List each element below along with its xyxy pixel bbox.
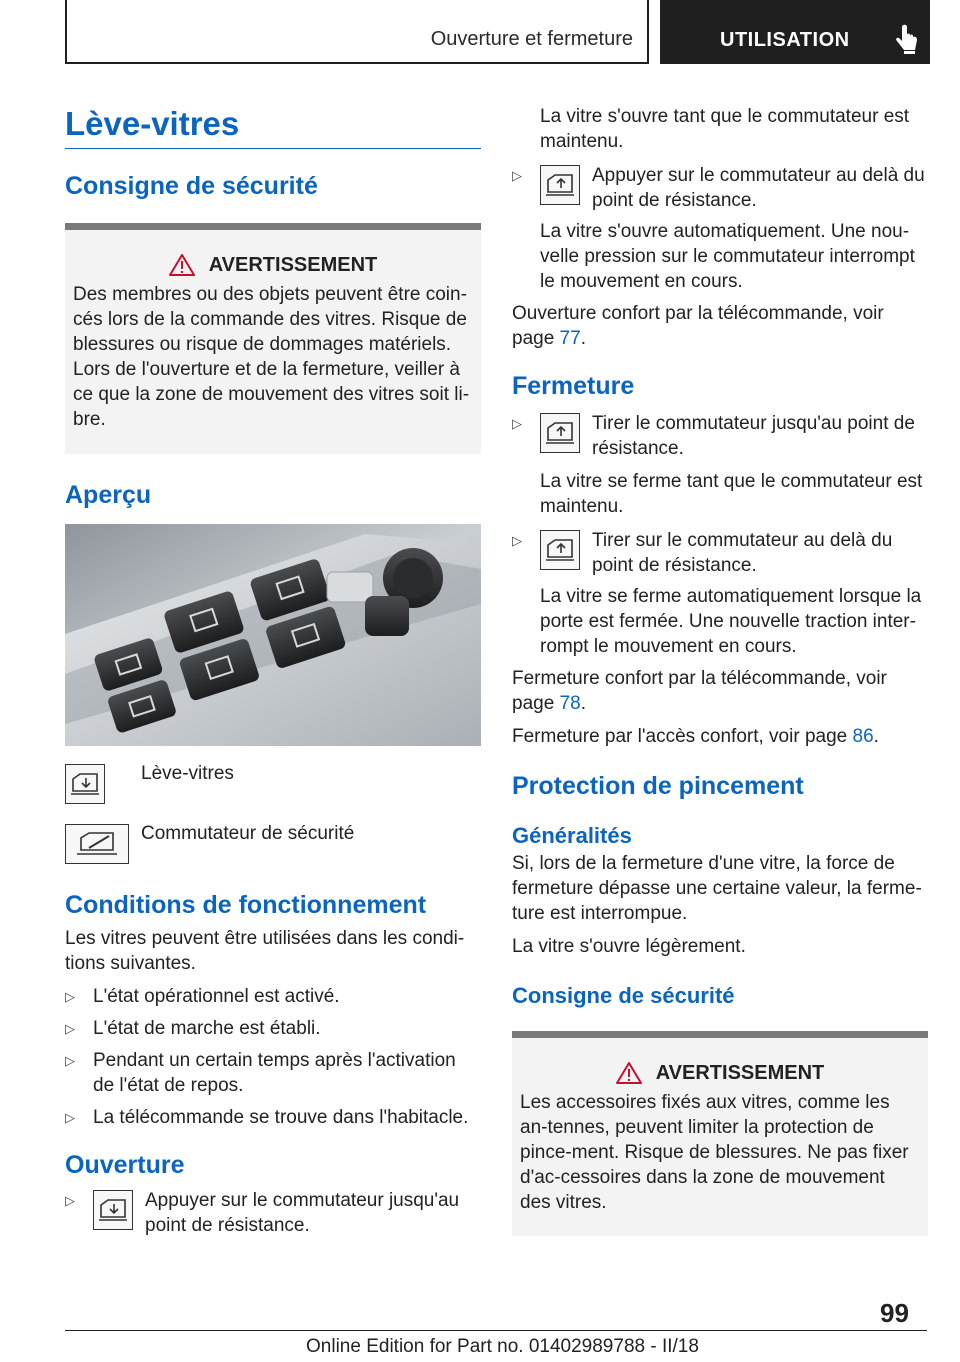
warning-box — [65, 223, 481, 454]
bullet-triangle-icon: ▷ — [65, 1021, 75, 1036]
list-item: ▷ Pendant un certain temps après l'activation de l'état de repos. — [65, 1050, 456, 1096]
header-section-box — [65, 0, 649, 64]
warning-triangle-icon — [169, 253, 195, 277]
closing-step2-result: La vitre se ferme automatiquement lorsque la porte est fermée. Une nouvelle traction inter-rompt le mouvement en cours. — [540, 586, 922, 657]
warning-title: AVERTISSEMENT — [208, 254, 378, 276]
header-chapter-title: UTILISATION — [720, 29, 850, 51]
opening-step2-result: La vitre s'ouvre automatiquement. Une nou-velle pression sur le commutateur interrompt le mouvement en cours. — [540, 221, 915, 292]
window-switch-icon — [540, 530, 580, 570]
title-divider — [65, 148, 481, 149]
safety-switch-icon — [65, 824, 129, 864]
warning-triangle-icon — [616, 1061, 642, 1085]
opening-step1-result: La vitre s'ouvre tant que le commutateur est maintenu. — [540, 106, 910, 152]
conditions-list — [65, 984, 481, 1130]
warning-text: Les accessoires fixés aux vitres, comme les an-tennes, peuvent limiter la protection de pince-ment. Risque de blessures. Ne pas fixer d'ac-cessoires dans la zone de mouvement des vitres. — [520, 1092, 909, 1213]
warning-text: Des membres ou des objets peuvent être coin-cés lors de la commande des vitres. Risque de blessures ou risque de dommages matériels. Lors de l'ouverture et de la fermeture, veiller à ce que la zone de mouvement des vitres soit li-bre. — [73, 284, 470, 430]
legend-label-safety-switch: Commutateur de sécurité — [141, 823, 355, 844]
bullet-triangle-icon: ▷ — [512, 416, 522, 431]
legend-item-window-switch — [65, 764, 481, 804]
closing-step-2: ▷ Tirer sur le commutateur au delà du point de résistance. — [512, 530, 893, 576]
window-switch-icon — [540, 165, 580, 205]
header-chapter-box — [660, 0, 930, 64]
closing-step-1: ▷ Tirer le commutateur jusqu'au point de résistance. — [512, 413, 915, 459]
legend-item-safety-switch — [65, 824, 481, 864]
page-link-86[interactable]: 86 — [852, 726, 874, 747]
opening-heading: Ouverture — [65, 1151, 185, 1179]
list-item: ▷ L'état opérationnel est activé. — [65, 986, 340, 1007]
closing-heading: Fermeture — [512, 372, 635, 400]
opening-step-2: ▷ Appuyer sur le commutateur au delà du point de résistance. — [512, 165, 925, 211]
warning-title-row — [520, 1060, 920, 1086]
legend-label-window-switch: Lève-vitres — [141, 763, 234, 784]
general-text: Si, lors de la fermeture d'une vitre, la force de fermeture dépasse une certaine valeur, la ferme-ture est interrompue. — [512, 853, 922, 924]
page-number: 99 — [880, 1298, 909, 1328]
bullet-triangle-icon: ▷ — [512, 533, 522, 548]
hand-pointer-icon — [894, 24, 920, 54]
opening-step-1: ▷ Appuyer sur le commutateur jusqu'au point de résistance. — [65, 1190, 460, 1236]
general-heading: Généralités — [512, 823, 632, 848]
window-switch-photo — [65, 524, 481, 746]
window-switch-icon — [540, 413, 580, 453]
page-link-78[interactable]: 78 — [559, 693, 581, 714]
warning-title: AVERTISSEMENT — [655, 1062, 825, 1084]
warning-title-row — [73, 252, 473, 278]
page-title: Lève-vitres — [65, 105, 240, 142]
bullet-triangle-icon: ▷ — [65, 1110, 75, 1125]
bullet-triangle-icon: ▷ — [65, 1193, 75, 1208]
safety-heading-2: Consigne de sécurité — [512, 983, 735, 1008]
closing-comfort-ref: Fermeture confort par la télécommande, voir page 78. — [512, 668, 887, 714]
overview-heading: Aperçu — [65, 481, 152, 509]
bullet-triangle-icon: ▷ — [512, 168, 522, 183]
page-link-77[interactable]: 77 — [559, 328, 581, 349]
window-switch-icon — [65, 764, 105, 804]
footer-edition: Online Edition for Part no. 01402989788 - II/18 — [306, 1336, 699, 1357]
list-item: ▷ La télécommande se trouve dans l'habitacle. — [65, 1107, 469, 1128]
window-switch-icon — [93, 1190, 133, 1230]
conditions-intro: Les vitres peuvent être utilisées dans les condi-tions suivantes. — [65, 928, 465, 974]
header-section-title: Ouverture et fermeture — [430, 28, 633, 50]
general-text-2: La vitre s'ouvre légèrement. — [512, 936, 746, 957]
footer-divider — [65, 1330, 927, 1331]
list-item: ▷ L'état de marche est établi. — [65, 1018, 321, 1039]
closing-access-ref: Fermeture par l'accès confort, voir page 86. — [512, 726, 879, 747]
left-column — [65, 100, 481, 1238]
opening-comfort-ref: Ouverture confort par la télécommande, voir page 77. — [512, 303, 884, 349]
bullet-triangle-icon: ▷ — [65, 1053, 75, 1068]
safety-heading: Consigne de sécurité — [65, 172, 318, 200]
pinch-protection-heading: Protection de pincement — [512, 772, 804, 800]
right-column — [512, 100, 928, 1236]
conditions-heading: Conditions de fonctionnement — [65, 891, 427, 919]
warning-box-2 — [512, 1031, 928, 1236]
bullet-triangle-icon: ▷ — [65, 989, 75, 1004]
closing-step1-result: La vitre se ferme tant que le commutateur est maintenu. — [540, 471, 923, 517]
